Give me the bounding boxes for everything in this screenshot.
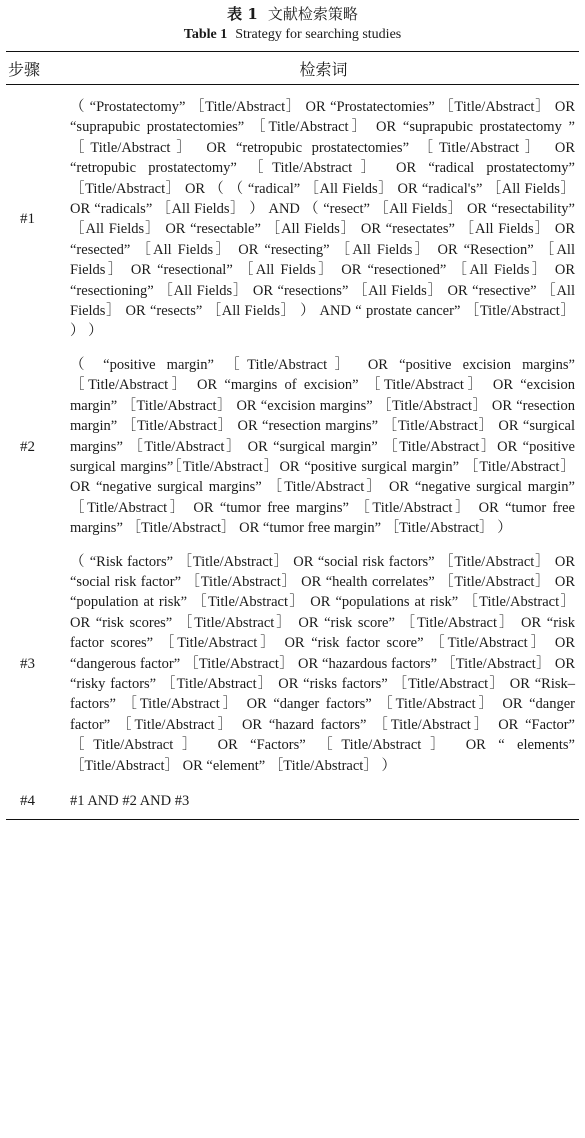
header-search-terms: 检索词 — [299, 59, 348, 79]
search-strategy-table — [6, 51, 579, 820]
step-cell: #3 — [20, 655, 35, 672]
table-header-row — [6, 52, 579, 85]
table-row — [6, 540, 579, 777]
table-row — [6, 343, 579, 540]
table-title-chinese: 文献检索策略 — [267, 5, 358, 23]
table-row — [6, 85, 579, 343]
table-number-chinese: 表 1 — [227, 5, 258, 23]
header-step: 步骤 — [8, 59, 41, 79]
step-cell: #2 — [20, 438, 35, 455]
document-page — [0, 4, 585, 1138]
step-cell: #4 — [20, 793, 35, 809]
search-terms-cell: （ “Prostatectomy” ［Title/Abstract］ OR “Prostatectomies” ［Title/Abstract］ OR “suprapubic prostatectomies” ［Title/Abstract］ OR “suprapubic prostatectomy ” ［Title/Abstract］ OR “retropubic prostatectomies” ［Title/Abstract］ OR “retropubic prostatectomy” ［Title/Abstract］ OR “radical prostatectomy” ［Title/Abstract］ OR （ （ “radical” ［All Fields］ OR “radical's” ［All Fields］ OR “radicals” ［All Fields］ ） AND （ “resect” ［All Fields］ OR “resectability” ［All Fields］ OR “resectable” ［All Fields］ OR “resectates” ［All Fields］ OR “resected” ［All Fields］ OR “resecting” ［All Fields］ OR “Resection” ［All Fields］ OR “resectional” ［All Fields］ OR “resectioned” ［All Fields］ OR “resectioning” ［All Fields］ OR “resections” ［All Fields］ OR “resective” ［All Fields］ OR “resects” ［All Fields］ ） AND “ prostate cancer” ［Title/Abstract］ ） ） — [70, 99, 575, 340]
table-title-english: Strategy for searching studies — [235, 27, 402, 42]
table-row — [6, 777, 579, 820]
table-caption-english — [6, 26, 579, 44]
table-number-english: Table 1 — [183, 27, 228, 42]
search-terms-cell: （ “positive margin” ［Title/Abstract］ OR “positive excision margins” ［Title/Abstract］ OR “margins of excision” ［Title/Abstract］ OR “excision margin” ［Title/Abstract］ OR “excision margins” ［Title/Abstract］ OR “resection margin” ［Title/Abstract］ OR “resection margins” ［Title/Abstract］ OR “surgical margins” ［Title/Abstract］ OR “surgical margin” ［Title/Abstract］OR “positive surgical margins”［Title/Abstract］OR “positive surgical margin” ［Title/Abstract］ OR “negative surgical margins” ［Title/Abstract］ OR “negative surgical margin” ［Title/Abstract］ OR “tumor free margins” ［Title/Abstract］ OR “tumor free margins” ［Title/Abstract］ OR “tumor free margin” ［Title/Abstract］ ） — [70, 356, 575, 537]
search-terms-cell: （ “Risk factors” ［Title/Abstract］ OR “social risk factors” ［Title/Abstract］ OR “social risk factor” ［Title/Abstract］ OR “health correlates” ［Title/Abstract］ OR “population at risk” ［Title/Abstract］ OR “populations at risk” ［Title/Abstract］ OR “risk scores” ［Title/Abstract］ OR “risk score” ［Title/Abstract］ OR “risk factor scores” ［Title/Abstract］ OR “risk factor score” ［Title/Abstract］ OR “dangerous factor” ［Title/Abstract］ OR “hazardous factors” ［Title/Abstract］ OR “risky factors” ［Title/Abstract］ OR “risks factors” ［Title/Abstract］ OR “Risk–factors” ［Title/Abstract］ OR “danger factors” ［Title/Abstract］ OR “danger factor” ［Title/Abstract］ OR “hazard factors” ［Title/Abstract］ OR “Factor” ［Title/Abstract］ OR “Factors” ［Title/Abstract］ OR “ elements” ［Title/Abstract］ OR “element” ［Title/Abstract］ ） — [70, 553, 575, 774]
search-terms-cell: #1 AND #2 AND #3 — [70, 793, 190, 809]
step-cell: #1 — [20, 211, 35, 228]
table-caption-chinese — [6, 4, 579, 24]
